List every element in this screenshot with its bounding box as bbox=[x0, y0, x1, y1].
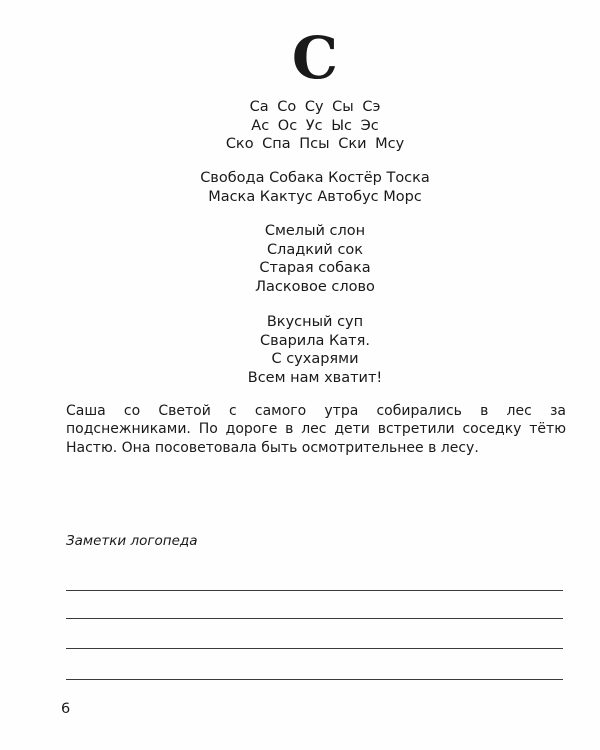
poem-line: Всем нам хватит! bbox=[247, 369, 383, 386]
notes-title: Заметки логопеда bbox=[66, 533, 198, 549]
words-block bbox=[0, 169, 600, 206]
syllables-block bbox=[0, 98, 600, 154]
phrases-block bbox=[0, 222, 600, 296]
syllable-line: Ас Ос Ус Ыс Эс bbox=[251, 117, 379, 134]
phrase-line: Сладкий сок bbox=[266, 241, 364, 258]
notes-line bbox=[66, 590, 563, 591]
phrase-line: Старая собака bbox=[259, 260, 371, 277]
word-line: Маска Кактус Автобус Морс bbox=[208, 188, 422, 205]
notes-line bbox=[66, 618, 563, 619]
phrase-line: Ласковое слово bbox=[255, 278, 375, 295]
poem-line: С сухарями bbox=[271, 351, 359, 368]
poem-line: Сварила Катя. bbox=[260, 332, 370, 349]
notes-line bbox=[66, 648, 563, 649]
syllable-line: Са Со Су Сы Сэ bbox=[249, 99, 381, 115]
phrase-line: Смелый слон bbox=[264, 223, 366, 239]
word-line: Свобода Собака Костёр Тоска bbox=[200, 170, 430, 186]
syllable-line: Ско Спа Псы Ски Мсу bbox=[225, 136, 405, 153]
notes-line bbox=[66, 679, 563, 680]
poem-line: Вкусный суп bbox=[266, 314, 364, 330]
poem-block bbox=[0, 313, 600, 387]
page-number: 6 bbox=[61, 701, 71, 717]
letter-heading: С bbox=[291, 24, 339, 92]
story-paragraph bbox=[66, 402, 566, 457]
story-text: Саша со Светой с самого утра собирались в лес за подснежниками. По дороге в лес дети встретили соседку тётю Настю. Она посоветовала быть осмотрительнее в лесу. bbox=[66, 403, 566, 456]
